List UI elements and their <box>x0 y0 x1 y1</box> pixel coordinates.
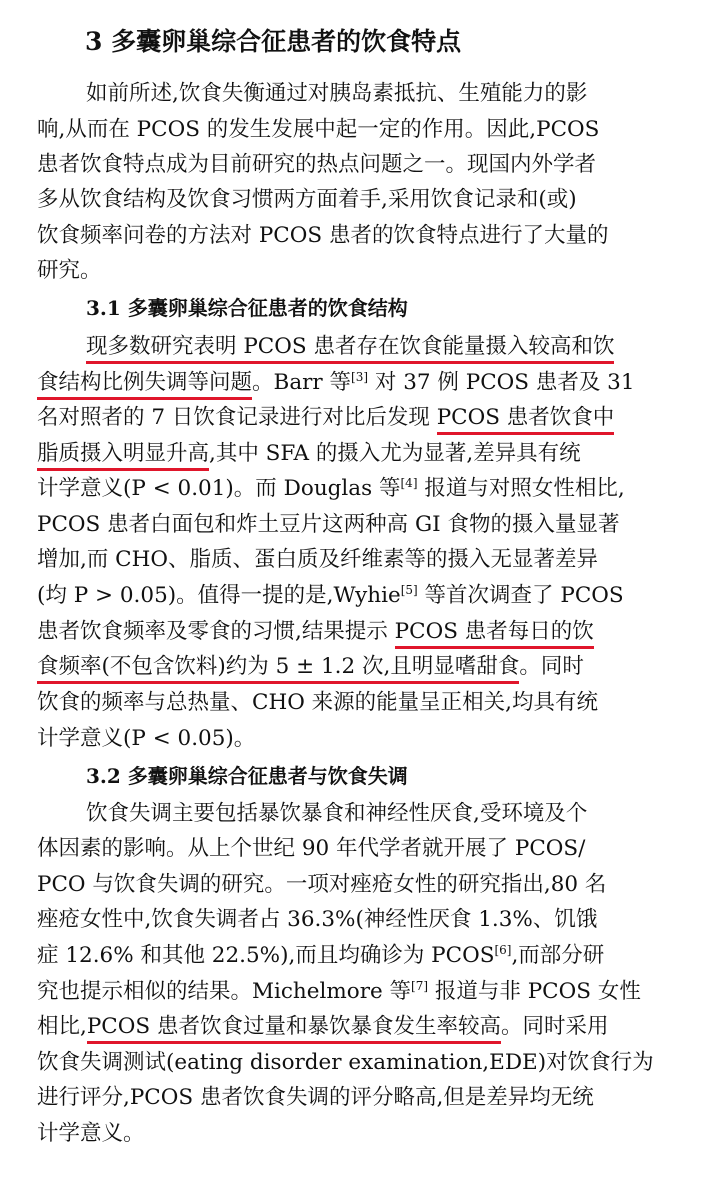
s2-line-8: 饮食失调测试(eating disorder examination,EDE)对饮食行为 <box>37 1050 654 1075</box>
citation-ref: [7] <box>411 978 429 993</box>
underlined-finding: 脂质摄入明显升高 <box>37 441 209 471</box>
underlined-finding: 食结构比例失调等问题 <box>37 370 252 400</box>
text-run: 。同时采用 <box>500 1014 609 1039</box>
s1-line-2 <box>37 366 665 400</box>
text-run: 究也提示相似的结果。Michelmore 等 <box>37 979 412 1004</box>
s2-line-6 <box>37 975 665 1009</box>
section-title: 3 多囊卵巢综合征患者的饮食特点 <box>85 27 462 56</box>
underlined-finding: PCOS 患者饮食中 <box>437 405 615 435</box>
s1-line-4 <box>37 437 665 471</box>
citation-ref: [6] <box>494 942 512 957</box>
s2-line-2: 体因素的影响。从上个世纪 90 年代学者就开展了 PCOS/ <box>37 836 586 861</box>
subsection-title-3-1: 3.1 多囊卵巢综合征患者的饮食结构 <box>86 296 408 320</box>
text-run: 相比, <box>37 1014 87 1039</box>
intro-line-3: 患者饮食特点成为目前研究的热点问题之一。现国内外学者 <box>37 152 597 177</box>
s1-line-5 <box>37 472 665 506</box>
subsection-title-3-2: 3.2 多囊卵巢综合征患者与饮食失调 <box>86 764 408 788</box>
underlined-finding: PCOS 患者饮食过量和暴饮暴食发生率较高 <box>87 1014 501 1044</box>
underlined-finding: 食频率(不包含饮料)约为 5 ± 1.2 次,且明显嗜甜食 <box>37 654 519 684</box>
s1-line-10 <box>37 650 665 684</box>
text-run: 。同时 <box>519 654 584 679</box>
text-run: 等首次调查了 PCOS <box>417 583 624 608</box>
s1-line-11: 饮食的频率与总热量、CHO 来源的能量呈正相关,均具有统 <box>37 690 598 715</box>
intro-line-1: 如前所述,饮食失衡通过对胰岛素抵抗、生殖能力的影 <box>86 81 588 106</box>
s2-line-3: PCO 与饮食失调的研究。一项对痤疮女性的研究指出,80 名 <box>37 872 607 897</box>
s1-line-7: 增加,而 CHO、脂质、蛋白质及纤维素等的摄入无显著差异 <box>37 547 598 572</box>
citation-ref: [3] <box>351 369 369 384</box>
s2-line-5 <box>37 939 665 973</box>
s1-line-12: 计学意义(P < 0.05)。 <box>37 726 256 751</box>
s1-line-1 <box>86 330 665 364</box>
text-run: 。Barr 等 <box>252 370 352 395</box>
s2-line-7 <box>37 1010 665 1044</box>
s2-line-10: 计学意义。 <box>37 1121 145 1146</box>
s1-line-6: PCOS 患者白面包和炸土豆片这两种高 GI 食物的摄入量显著 <box>37 512 620 537</box>
text-run: ,其中 SFA 的摄入尤为显著,差异具有统 <box>209 441 581 466</box>
intro-line-5: 饮食频率问卷的方法对 PCOS 患者的饮食特点进行了大量的 <box>37 223 609 248</box>
underlined-finding: PCOS 患者每日的饮 <box>395 619 594 649</box>
citation-ref: [5] <box>400 582 418 597</box>
intro-line-4: 多从饮食结构及饮食习惯两方面着手,采用饮食记录和(或) <box>37 187 577 212</box>
s1-line-9 <box>37 615 665 649</box>
text-run: 患者饮食频率及零食的习惯,结果提示 <box>37 619 395 644</box>
text-run: 症 12.6% 和其他 22.5%),而且均确诊为 PCOS <box>37 943 495 968</box>
text-run: 报道与非 PCOS 女性 <box>428 979 641 1004</box>
citation-ref: [4] <box>400 475 418 490</box>
text-run: 计学意义(P < 0.01)。而 Douglas 等 <box>37 476 401 501</box>
text-run: 名对照者的 7 日饮食记录进行对比后发现 <box>37 405 437 430</box>
underlined-finding: 现多数研究表明 PCOS 患者存在饮食能量摄入较高和饮 <box>86 334 614 364</box>
text-run: ,而部分研 <box>511 943 605 968</box>
s2-line-1: 饮食失调主要包括暴饮暴食和神经性厌食,受环境及个 <box>86 801 588 826</box>
intro-line-2: 响,从而在 PCOS 的发生发展中起一定的作用。因此,PCOS <box>37 117 600 142</box>
text-run: 对 37 例 PCOS 患者及 31 <box>368 370 635 395</box>
intro-line-6: 研究。 <box>37 258 102 283</box>
s1-line-3 <box>37 401 665 435</box>
s1-line-8 <box>37 579 665 613</box>
s2-line-9: 进行评分,PCOS 患者饮食失调的评分略高,但是差异均无统 <box>37 1085 594 1110</box>
text-run: (均 P > 0.05)。值得一提的是,Wyhie <box>37 583 401 608</box>
text-run: 报道与对照女性相比, <box>417 476 625 501</box>
s2-line-4: 痤疮女性中,饮食失调者占 36.3%(神经性厌食 1.3%、饥饿 <box>37 907 598 932</box>
